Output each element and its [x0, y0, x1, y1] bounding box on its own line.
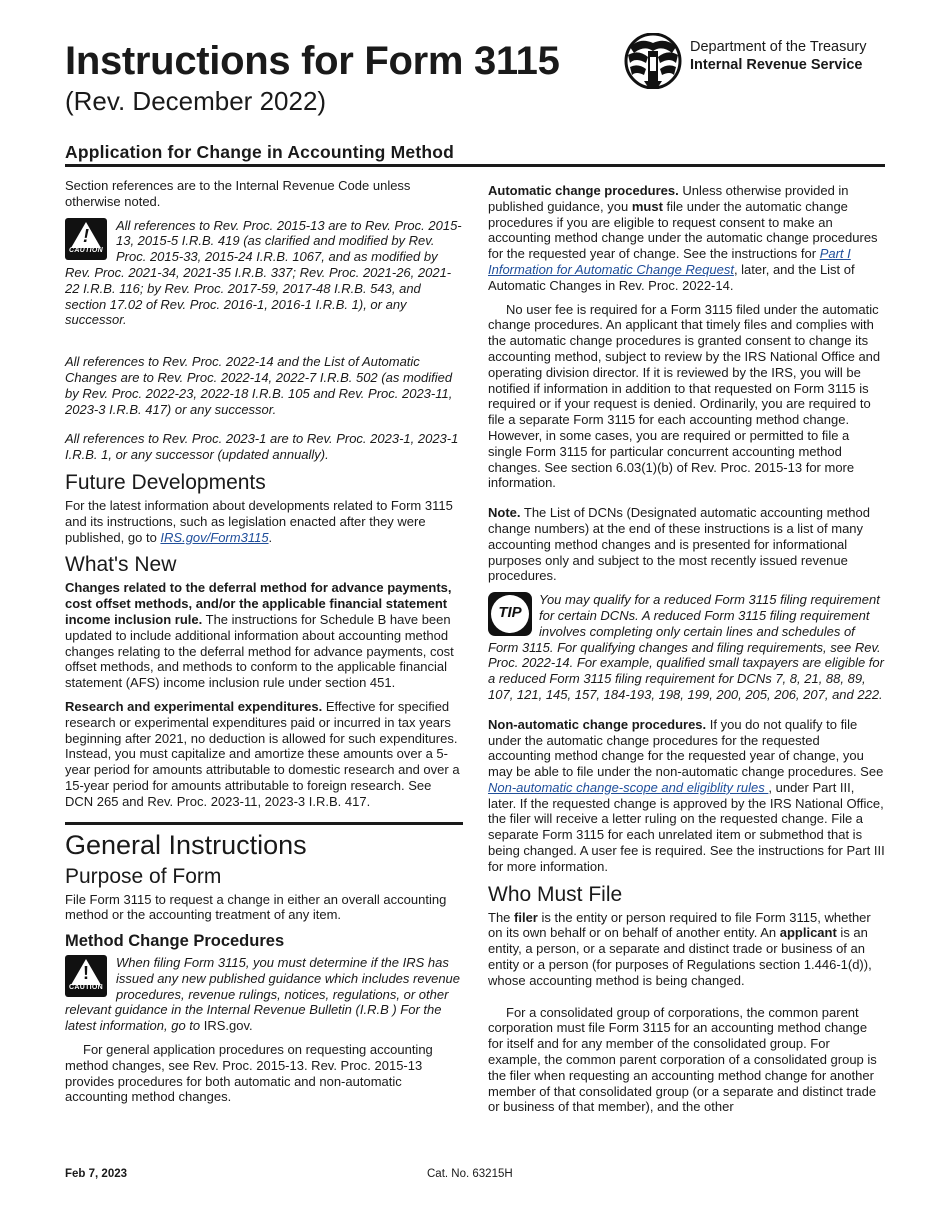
whats-new-item-1: Changes related to the deferral method for advance payments, cost offset methods, and/or the applicable financial statement income inclusion rule. The instructions for Schedule B have been updated to include additional information about accounting method changes relating to the deferral method for advance payments, cost offset methods, and methods to conform to the applicable financial statement (AFS) income inclusion rule under section 451.: [65, 580, 454, 691]
form-subtitle: Application for Change in Accounting Method: [65, 142, 455, 162]
tip-block: [488, 592, 885, 703]
irs-eagle-logo-icon: [622, 33, 684, 89]
footer-date: Feb 7, 2023: [65, 1168, 128, 1180]
header-rule: [65, 164, 885, 167]
purpose-heading: Purpose of Form: [65, 864, 222, 888]
section-rule: [65, 822, 463, 825]
footer-catalog-number: Cat. No. 63215H: [427, 1168, 513, 1180]
tip-text: You may qualify for a reduced Form 3115 filing requirement for certain DCNs. A reduced Form 3115 filing requirement involves completing only certain lines and schedules of Form 3115. For qualifying changes and filing requirements, see Rev. Proc. 2022-14. For example, qualified small taxpayers are eligible for a reduced Form 3115 filing requirement for DCNs 7, 8, 21, 88, 89, 107, 121, 145, 157, 184-193, 198, 199, 200, 205, 206, 207, and 222.: [488, 592, 884, 702]
caution-text-1c: All references to Rev. Proc. 2023-1 are to Rev. Proc. 2023-1, 2023-1 I.R.B. 1, or any successor (updated annually).: [65, 431, 459, 463]
method-change-heading: Method Change Procedures: [65, 932, 285, 951]
automatic-change-text: Automatic change procedures. Unless otherwise provided in published guidance, you must file under the automatic change procedures if you are eligible to request consent to make an accounting method change under the automatic change procedures for the requested year of change. See the instructions for Part I Information for Automatic Change Request, later, and the List of Automatic Changes in Rev. Proc. 2022-14.: [488, 183, 878, 293]
non-automatic-change-text: Non-automatic change procedures. If you do not qualify to file under the automatic change procedures for the requested accounting method change for the requested year of change, you may be able to file under the non-automatic change procedures. See Non-automatic change-scope and eligiblity rules , under Part III, later. If the requested change is approved by the IRS National Office, the filer will receive a letter ruling on the requested change. File a separate Form 3115 for each unrelated item or submethod that is being changed. A user fee is required. See the instructions for Part III for more information.: [488, 716, 885, 874]
caution-text-2: When filing Form 3115, you must determine if the IRS has issued any new published guidance which includes revenue procedures, revenue rulings, notices, regulations, or other relevant guidance in the Internal Revenue Bulletin (I.R.B ) For the latest information, go to IRS.gov.: [65, 955, 461, 1034]
purpose-text: File Form 3115 to request a change in either an overall accounting method or the accounting treatment of any item.: [65, 891, 447, 923]
who-must-file-heading: Who Must File: [488, 882, 623, 906]
caution-label: CAUTION: [69, 246, 103, 254]
caution-text-1: All references to Rev. Proc. 2015-13 are to Rev. Proc. 2015-13, 2015-5 I.R.B. 419 (as clarified and modified by Rev. Proc. 2015-33, 2015-24 I.R.B. 1067, and as modified by Rev. Proc. 2021-34, 2021-35 I.R.B. 337; Rev. Proc. 2021-26, 2021-22 I.R.B. 116; by Rev. Proc. 2017-59, 2017-48 I.R.B. 543, and section 17.02 of Rev. Proc. 2016-1, 2016-1 I.R.B. 1), or any successor.: [65, 217, 462, 328]
whats-new-heading: What's New: [65, 553, 177, 577]
caution-icon: ! CAUTION: [65, 955, 111, 999]
left-column: [65, 178, 463, 1113]
consolidated-group-text: For a consolidated group of corporations, the common parent corporation must file Form 3115 for an accounting method change for itself and for any member of the consolidated group. For example, the common parent corporation of a consolidated group is the filer when requesting an accounting method change for another member of that consolidated group (or a separate and distinct trade or business of that member), and the other: [488, 1004, 877, 1115]
intro-text: Section references are to the Internal Revenue Code unless otherwise noted.: [65, 178, 411, 209]
who-must-file-text: The filer is the entity or person required to file Form 3115, whether on its own behalf or on behalf of another entity. An applicant is an entity, a person, or a separate and distinct trade or business of an entity or a person (for purposes of Regulations section 1.446-1(d)), whose accounting method is being changed.: [488, 909, 872, 988]
tip-icon: [488, 592, 534, 636]
tip-label: TIP: [498, 604, 522, 622]
caution-block-1: [65, 218, 463, 329]
revision-date: (Rev. December 2022): [65, 86, 327, 116]
agency-name: [690, 38, 867, 74]
part1-automatic-change-link[interactable]: Part I Information for Automatic Change Request: [488, 246, 851, 277]
general-application-text: For general application procedures on requesting accounting method changes, see Rev. Proc. 2015-13. Rev. Proc. 2015-13 provides procedures for both automatic and non-automatic accounting method changes.: [65, 1042, 433, 1105]
future-developments-heading: Future Developments: [65, 470, 266, 494]
page-title: Instructions for Form 3115: [65, 39, 560, 83]
whats-new-item-2: Research and experimental expenditures. Effective for specified research or experimental expenditures paid or incurred in tax years beginning after 2021, no deduction is allowed for such expenditures. Instead, you must capitalize and amortize these amounts over a 5-year period for amounts attributable to domestic research and over a 15-year period for amounts attributable to foreign research. See DCN 265 and Rev. Proc. 2023-11, 2023-3 I.R.B. 417.: [65, 698, 460, 809]
no-user-fee-text: No user fee is required for a Form 3115 filed under the automatic change procedures. An applicant that timely files and complies with the automatic change procedures is granted consent to change its accounting method, subject to review by the IRS National Office and operating division director. If it is reviewed by the IRS, you will be notified if information in addition to that requested on Form 3115 is required or if your request is denied. Ordinarily, you are required to file a separate Form 3115 for each accounting method change. However, in some cases, you are required or permitted to file a single Form 3115 for particular concurrent accounting method changes. See section 6.03(1)(b) of Rev. Proc. 2015-13 for more information.: [488, 301, 881, 491]
agency-department: Department of the Treasury: [690, 39, 867, 55]
non-automatic-scope-link[interactable]: Non-automatic change-scope and eligiblity rules: [488, 779, 769, 795]
caution-block-2: [65, 955, 463, 1034]
note-text: Note. The List of DCNs (Designated automatic accounting method change numbers) at the end of these instructions is a list of many accounting method changes and is presented for informational purposes only and subject to the most recently issued revenue procedures.: [488, 505, 870, 584]
general-instructions-heading: General Instructions: [65, 829, 307, 860]
caution-icon: ! CAUTION: [65, 218, 111, 262]
agency-irs: Internal Revenue Service: [690, 57, 863, 73]
irs-form3115-link[interactable]: IRS.gov/Form3115: [160, 529, 269, 545]
caution-text-1b: All references to Rev. Proc. 2022-14 and the List of Automatic Changes are to Rev. Proc. 2022-14, 2022-7 I.R.B. 502 (as modified by Rev. Proc. 2022-23, 2022-18 I.R.B. 105 and Rev. Proc. 2023-11, 2023-3 I.R.B. 417) or any successor.: [65, 354, 453, 417]
future-developments-text: For the latest information about developments related to Form 3115 and its instructions, such as legislation enacted after they were published, go to IRS.gov/Form3115.: [65, 497, 453, 545]
right-column: [488, 183, 885, 1123]
